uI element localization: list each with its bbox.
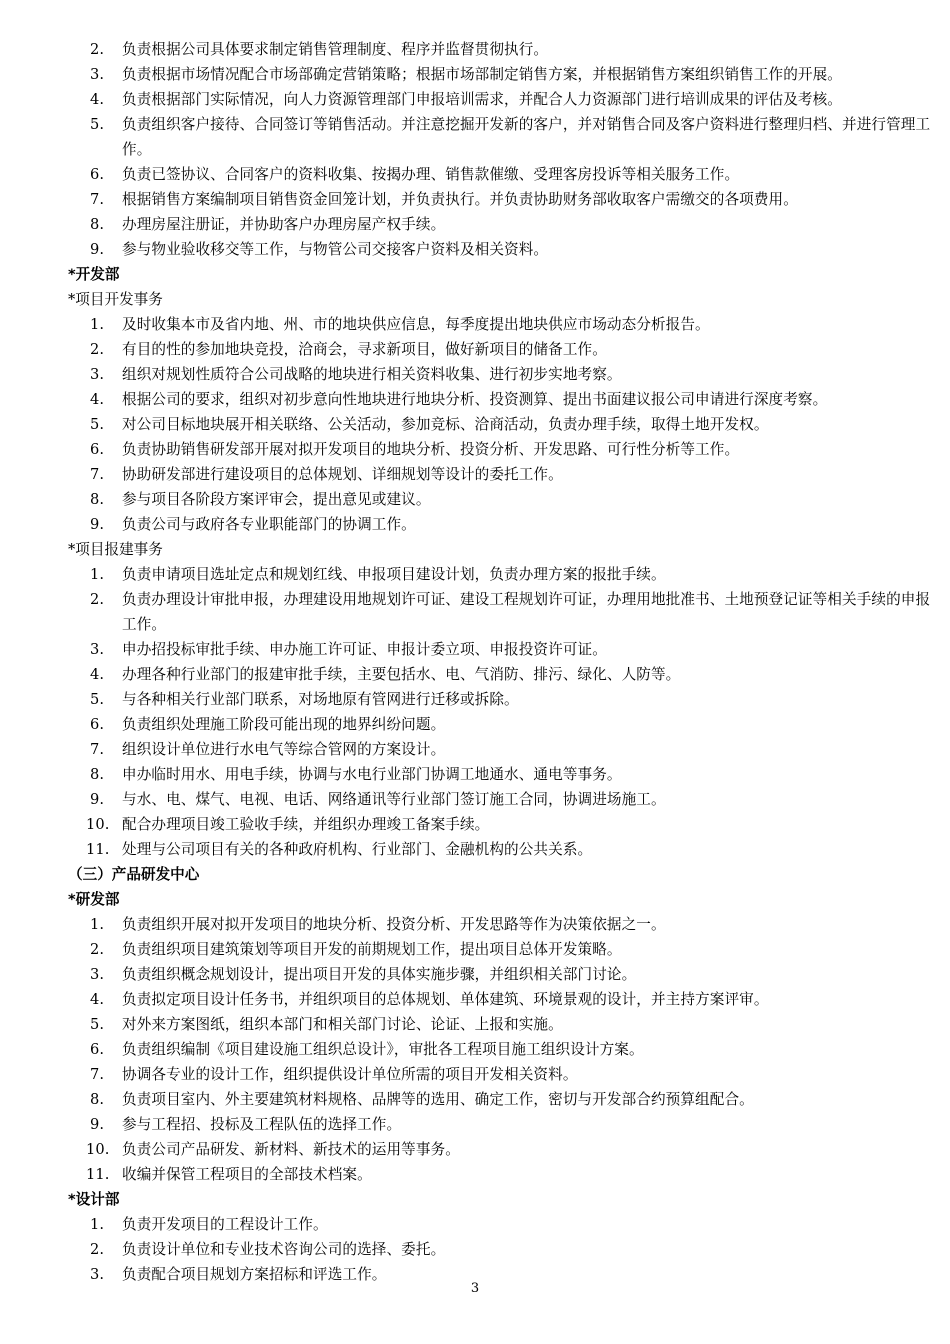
list-item bbox=[68, 1137, 932, 1162]
item-text: 参与项目各阶段方案评审会，提出意见或建议。 bbox=[122, 491, 431, 508]
item-text: 负责组织处理施工阶段可能出现的地界纠纷问题。 bbox=[122, 716, 446, 733]
list-item bbox=[68, 512, 932, 537]
list-item bbox=[68, 112, 932, 162]
list-item bbox=[68, 437, 932, 462]
rd-duties-list bbox=[68, 912, 932, 1187]
list-item bbox=[68, 787, 932, 812]
item-text: 配合办理项目竣工验收手续，并组织办理竣工备案手续。 bbox=[122, 816, 490, 833]
item-text: 负责拟定项目设计任务书，并组织项目的总体规划、单体建筑、环境景观的设计，并主持方案评审。 bbox=[122, 991, 769, 1008]
item-text: 负责组织项目建筑策划等项目开发的前期规划工作，提出项目总体开发策略。 bbox=[122, 941, 622, 958]
item-number: 4. bbox=[90, 91, 105, 108]
item-number: 7. bbox=[90, 191, 105, 208]
item-text: 根据公司的要求，组织对初步意向性地块进行地块分析、投资测算、提出书面建议报公司申请进行深度考察。 bbox=[122, 391, 828, 408]
list-item bbox=[68, 62, 932, 87]
item-text: 对公司目标地块展开相关联络、公关活动，参加竞标、洽商活动，负责办理手续，取得土地开发权。 bbox=[122, 416, 769, 433]
page-content bbox=[68, 37, 932, 1287]
list-item bbox=[68, 1162, 932, 1187]
item-text: 负责根据公司具体要求制定销售管理制度、程序并监督贯彻执行。 bbox=[122, 41, 549, 58]
item-number: 2. bbox=[90, 1241, 105, 1258]
item-number: 1. bbox=[90, 566, 105, 583]
item-number: 10. bbox=[86, 1141, 110, 1158]
list-item bbox=[68, 1012, 932, 1037]
item-text: 与水、电、煤气、电视、电话、网络通讯等行业部门签订施工合同，协调进场施工。 bbox=[122, 791, 666, 808]
design-duties-list bbox=[68, 1212, 932, 1287]
list-item bbox=[68, 987, 932, 1012]
item-text: 参与物业验收移交等工作，与物管公司交接客户资料及相关资料。 bbox=[122, 241, 549, 258]
rd-dept-heading: *研发部 bbox=[68, 891, 120, 908]
dev-affairs-list bbox=[68, 312, 932, 537]
item-number: 1. bbox=[90, 316, 105, 333]
item-text: 根据销售方案编制项目销售资金回笼计划，并负责执行。并负责协助财务部收取客户需缴交的各项费用。 bbox=[122, 191, 798, 208]
list-item bbox=[68, 387, 932, 412]
sales-duties-list bbox=[68, 37, 932, 262]
item-number: 10. bbox=[86, 816, 110, 833]
item-text: 负责设计单位和专业技术咨询公司的选择、委托。 bbox=[122, 1241, 446, 1258]
item-text: 处理与公司项目有关的各种政府机构、行业部门、金融机构的公共关系。 bbox=[122, 841, 593, 858]
item-number: 8. bbox=[90, 491, 105, 508]
dev-subsection-heading: *项目开发事务 bbox=[68, 291, 163, 308]
item-number: 6. bbox=[90, 1041, 105, 1058]
item-text: 负责组织概念规划设计，提出项目开发的具体实施步骤，并组织相关部门讨论。 bbox=[122, 966, 637, 983]
list-item bbox=[68, 337, 932, 362]
list-item bbox=[68, 1112, 932, 1137]
item-text: 申办招投标审批手续、申办施工许可证、申报计委立项、申报投资许可证。 bbox=[122, 641, 607, 658]
dev-dept-heading: *开发部 bbox=[68, 266, 120, 283]
item-text: 负责根据部门实际情况，向人力资源管理部门申报培训需求，并配合人力资源部门进行培训成果的评估及考核。 bbox=[122, 91, 842, 108]
list-item bbox=[68, 37, 932, 62]
item-text: 办理各种行业部门的报建审批手续，主要包括水、电、气消防、排污、绿化、人防等。 bbox=[122, 666, 681, 683]
list-item bbox=[68, 462, 932, 487]
list-item bbox=[68, 812, 932, 837]
item-number: 5. bbox=[90, 1016, 105, 1033]
item-text: 及时收集本市及省内地、州、市的地块供应信息，每季度提出地块供应市场动态分析报告。 bbox=[122, 316, 710, 333]
item-number: 8. bbox=[90, 216, 105, 233]
item-text: 申办临时用水、用电手续，协调与水电行业部门协调工地通水、通电等事务。 bbox=[122, 766, 622, 783]
list-item bbox=[68, 187, 932, 212]
item-text: 负责公司产品研发、新材料、新技术的运用等事务。 bbox=[122, 1141, 460, 1158]
item-text: 与各种相关行业部门联系，对场地原有管网进行迁移或拆除。 bbox=[122, 691, 519, 708]
list-item bbox=[68, 937, 932, 962]
item-text: 负责组织开展对拟开发项目的地块分析、投资分析、开发思路等作为决策依据之一。 bbox=[122, 916, 666, 933]
item-number: 11. bbox=[86, 841, 110, 858]
item-number: 9. bbox=[90, 516, 105, 533]
item-text: 负责办理设计审批申报，办理建设用地规划许可证、建设工程规划许可证，办理用地批准书、土地预登记证等相关手续的申报工作。 bbox=[122, 591, 931, 633]
item-number: 7. bbox=[90, 741, 105, 758]
rd-center-heading: （三）产品研发中心 bbox=[68, 866, 200, 883]
page-number: 3 bbox=[470, 1281, 480, 1296]
item-number: 2. bbox=[90, 341, 105, 358]
item-text: 负责开发项目的工程设计工作。 bbox=[122, 1216, 328, 1233]
item-number: 4. bbox=[90, 391, 105, 408]
item-number: 4. bbox=[90, 991, 105, 1008]
list-item bbox=[68, 1037, 932, 1062]
item-text: 参与工程招、投标及工程队伍的选择工作。 bbox=[122, 1116, 402, 1133]
list-item bbox=[68, 212, 932, 237]
item-text: 办理房屋注册证，并协助客户办理房屋产权手续。 bbox=[122, 216, 446, 233]
list-item bbox=[68, 362, 932, 387]
item-number: 11. bbox=[86, 1166, 110, 1183]
item-number: 8. bbox=[90, 766, 105, 783]
item-text: 负责申请项目选址定点和规划红线、申报项目建设计划，负责办理方案的报批手续。 bbox=[122, 566, 666, 583]
list-item bbox=[68, 412, 932, 437]
item-number: 3. bbox=[90, 966, 105, 983]
list-item bbox=[68, 87, 932, 112]
item-text: 组织对规划性质符合公司战略的地块进行相关资料收集、进行初步实地考察。 bbox=[122, 366, 622, 383]
list-item bbox=[68, 487, 932, 512]
list-item bbox=[68, 1062, 932, 1087]
item-number: 4. bbox=[90, 666, 105, 683]
item-number: 2. bbox=[90, 941, 105, 958]
item-number: 1. bbox=[90, 916, 105, 933]
item-number: 3. bbox=[90, 366, 105, 383]
dev-subsection-heading: *项目报建事务 bbox=[68, 541, 163, 558]
list-item bbox=[68, 712, 932, 737]
list-item bbox=[68, 1212, 932, 1237]
item-number: 8. bbox=[90, 1091, 105, 1108]
list-item bbox=[68, 237, 932, 262]
item-text: 组织设计单位进行水电气等综合管网的方案设计。 bbox=[122, 741, 446, 758]
item-number: 9. bbox=[90, 791, 105, 808]
design-dept-heading: *设计部 bbox=[68, 1191, 120, 1208]
list-item bbox=[68, 912, 932, 937]
item-number: 9. bbox=[90, 1116, 105, 1133]
item-number: 1. bbox=[90, 1216, 105, 1233]
item-text: 负责组织编制《项目建设施工组织总设计》，审批各工程项目施工组织设计方案。 bbox=[122, 1041, 644, 1058]
list-item bbox=[68, 1087, 932, 1112]
item-text: 收编并保管工程项目的全部技术档案。 bbox=[122, 1166, 372, 1183]
item-text: 协助研发部进行建设项目的总体规划、详细规划等设计的委托工作。 bbox=[122, 466, 563, 483]
item-number: 5. bbox=[90, 116, 105, 133]
list-item bbox=[68, 162, 932, 187]
item-text: 负责协助销售研发部开展对拟开发项目的地块分析、投资分析、开发思路、可行性分析等工作。 bbox=[122, 441, 740, 458]
item-number: 7. bbox=[90, 466, 105, 483]
list-item bbox=[68, 662, 932, 687]
dev-permits-list bbox=[68, 562, 932, 862]
item-number: 5. bbox=[90, 416, 105, 433]
item-number: 3. bbox=[90, 66, 105, 83]
item-text: 负责配合项目规划方案招标和评选工作。 bbox=[122, 1266, 387, 1283]
item-text: 负责项目室内、外主要建筑材料规格、品牌等的选用、确定工作，密切与开发部合约预算组配合。 bbox=[122, 1091, 754, 1108]
item-number: 6. bbox=[90, 441, 105, 458]
item-number: 6. bbox=[90, 716, 105, 733]
list-item bbox=[68, 637, 932, 662]
item-text: 负责公司与政府各专业职能部门的协调工作。 bbox=[122, 516, 416, 533]
item-text: 负责组织客户接待、合同签订等销售活动。并注意挖掘开发新的客户，并对销售合同及客户资料进行整理归档、并进行管理工作。 bbox=[122, 116, 931, 158]
list-item bbox=[68, 312, 932, 337]
item-number: 3. bbox=[90, 1266, 105, 1283]
list-item bbox=[68, 962, 932, 987]
list-item bbox=[68, 762, 932, 787]
item-text: 协调各专业的设计工作，组织提供设计单位所需的项目开发相关资料。 bbox=[122, 1066, 578, 1083]
list-item bbox=[68, 587, 932, 637]
list-item bbox=[68, 1237, 932, 1262]
item-text: 有目的性的参加地块竞投，洽商会，寻求新项目，做好新项目的储备工作。 bbox=[122, 341, 607, 358]
item-number: 2. bbox=[90, 41, 105, 58]
item-number: 3. bbox=[90, 641, 105, 658]
item-text: 负责已签协议、合同客户的资料收集、按揭办理、销售款催缴、受理客房投诉等相关服务工作。 bbox=[122, 166, 740, 183]
item-text: 对外来方案图纸，组织本部门和相关部门讨论、论证、上报和实施。 bbox=[122, 1016, 563, 1033]
item-number: 2. bbox=[90, 591, 105, 608]
item-number: 7. bbox=[90, 1066, 105, 1083]
item-number: 9. bbox=[90, 241, 105, 258]
item-text: 负责根据市场情况配合市场部确定营销策略；根据市场部制定销售方案，并根据销售方案组织销售工作的开展。 bbox=[122, 66, 842, 83]
list-item bbox=[68, 837, 932, 862]
list-item bbox=[68, 562, 932, 587]
list-item bbox=[68, 737, 932, 762]
item-number: 6. bbox=[90, 166, 105, 183]
item-number: 5. bbox=[90, 691, 105, 708]
list-item bbox=[68, 687, 932, 712]
